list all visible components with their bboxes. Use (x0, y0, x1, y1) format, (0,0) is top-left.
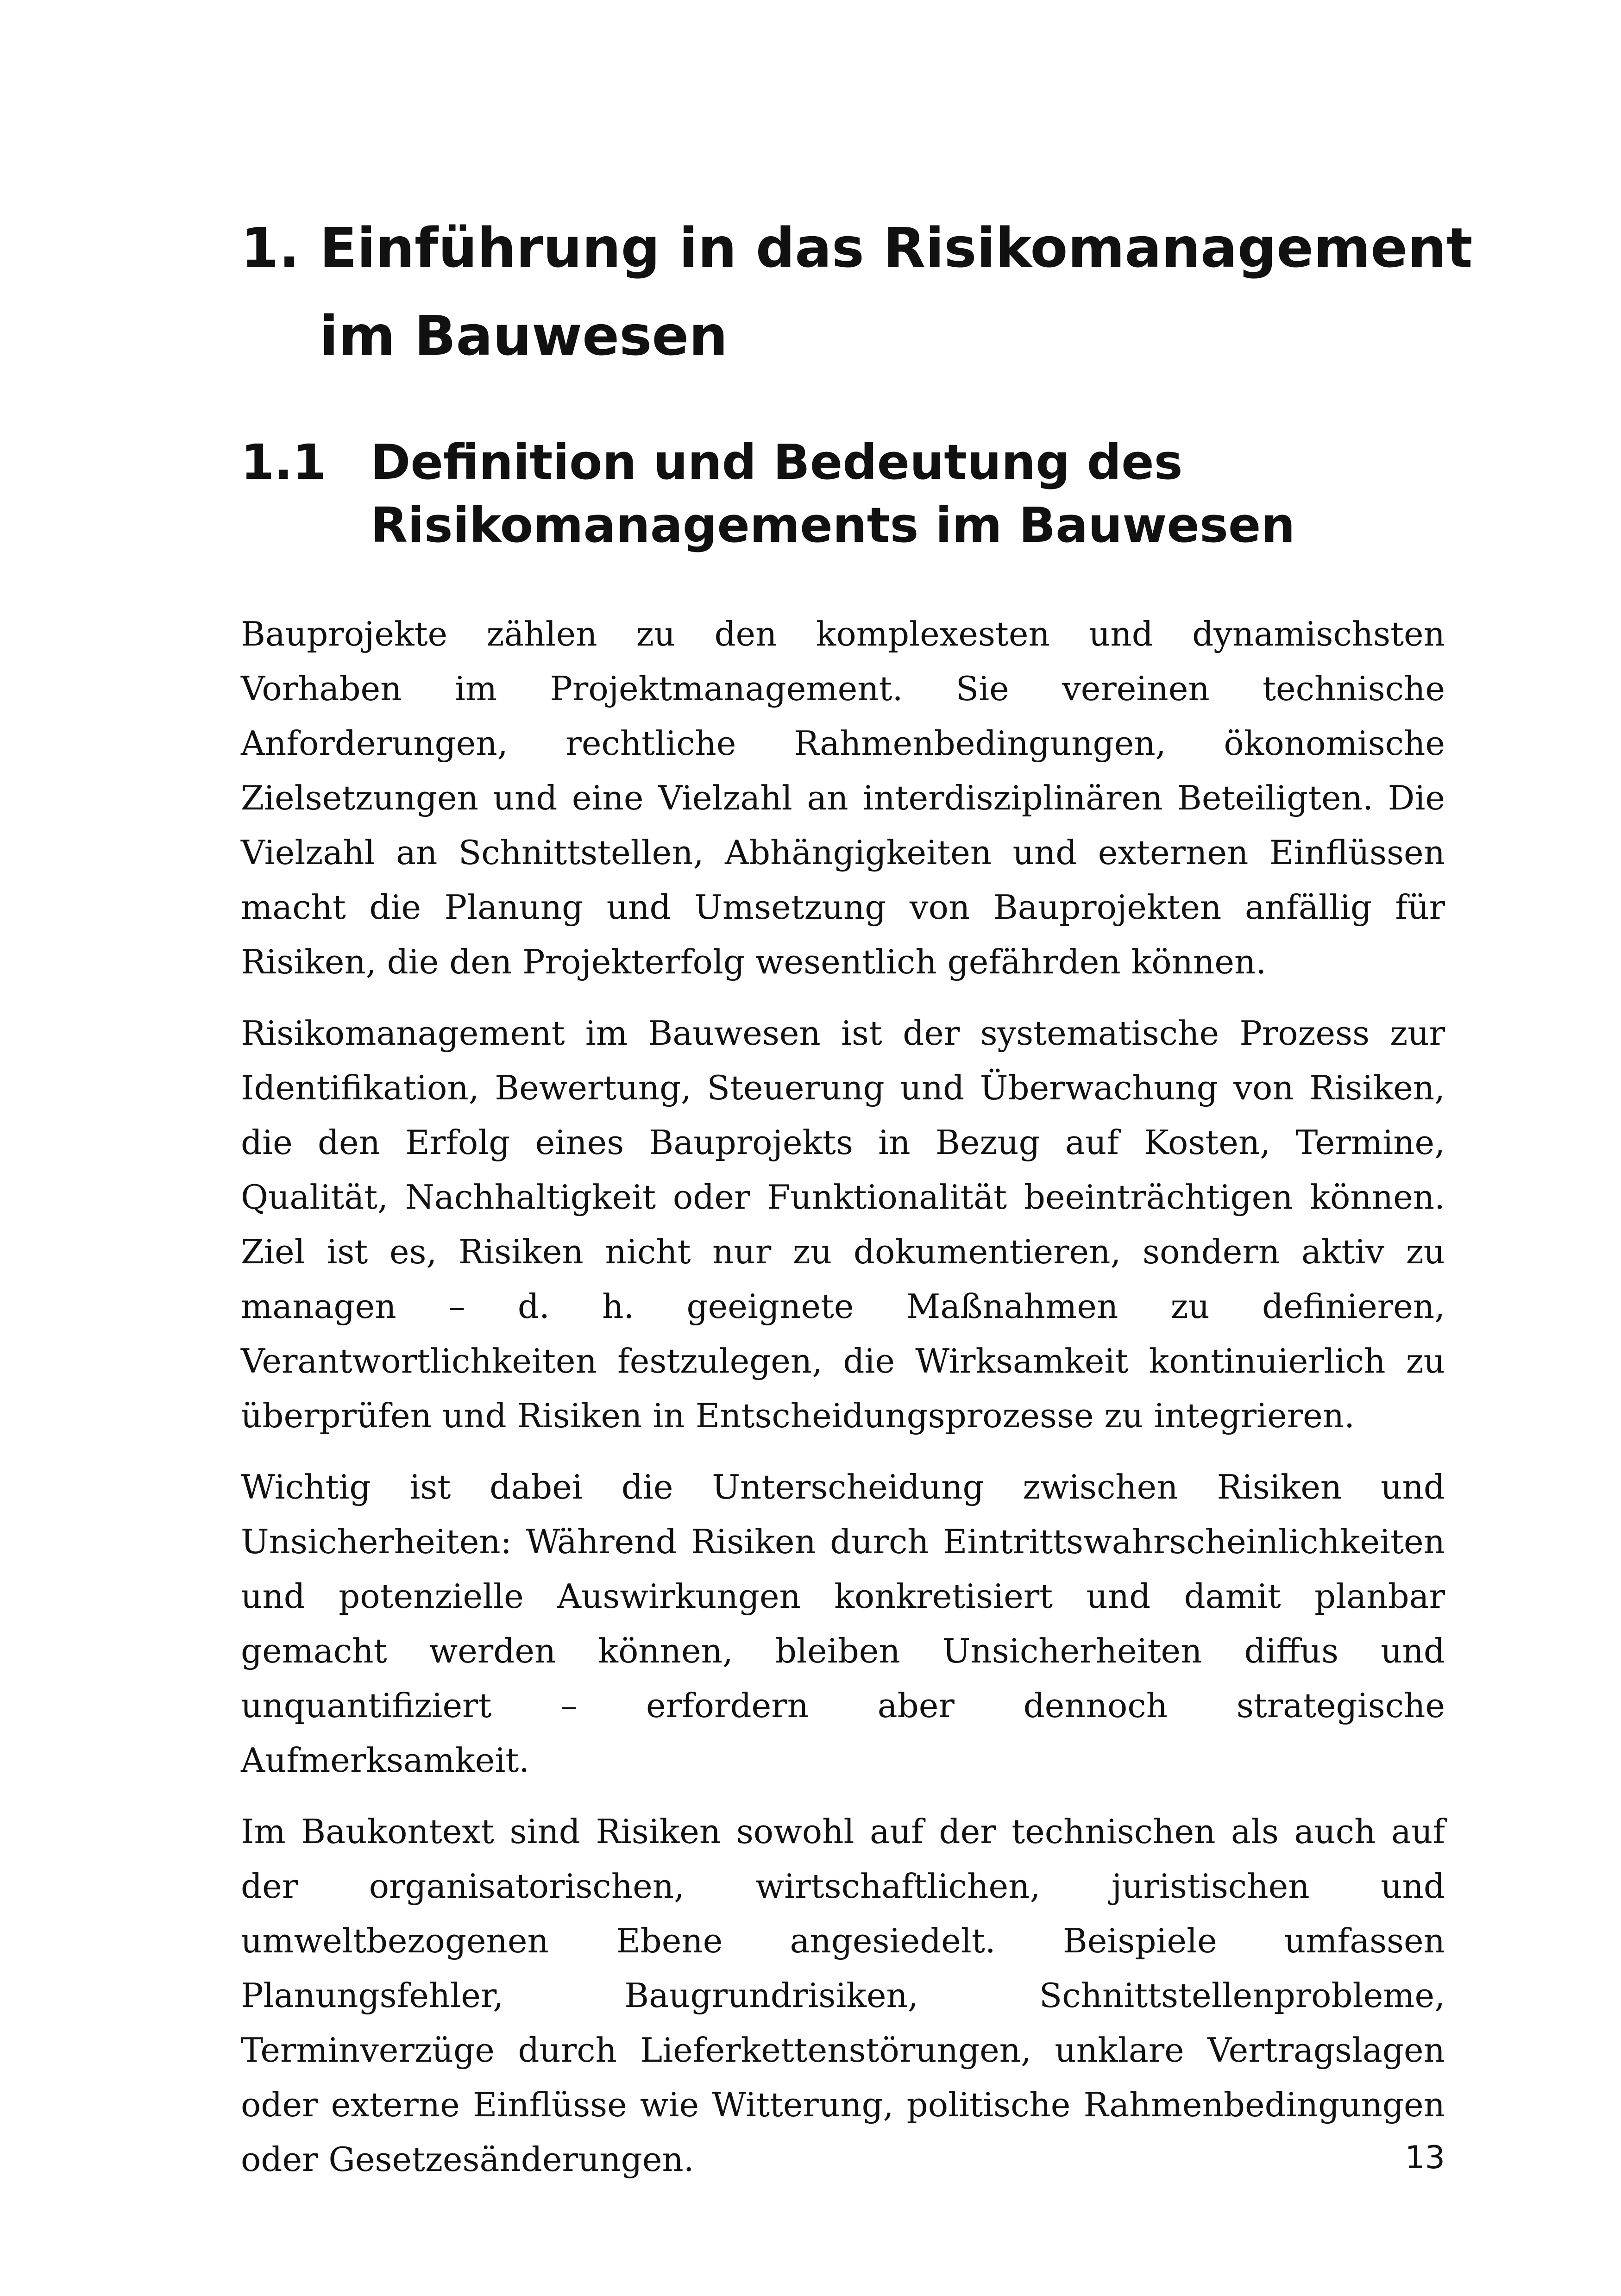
page-number: 13 (1405, 2139, 1445, 2176)
section-number: 1.1 (241, 434, 327, 490)
chapter-title-line2: im Bauwesen (320, 304, 728, 368)
paragraph-2: Risikomanagement im Bauwesen ist der systematische Prozess zur Identifikation, Bewertung, Steuerung und Überwachung von Risiken, die den Erfolg eines Bauprojekts in Bezug auf Kosten, Termine, Qualität, Nachhaltigkeit oder Funktionalität beeinträchtigen können. Ziel ist es, Risiken nicht nur zu dokumentieren, sondern aktiv zu managen – d. h. geeignete Maßnahmen zu definieren, Verantwortlichkeiten festzulegen, die Wirksamkeit kontinuierlich zu überprüfen und Risiken in Entscheidungsprozesse zu integrieren. (241, 1014, 1445, 1435)
paragraph-3: Wichtig ist dabei die Unterscheidung zwischen Risiken und Unsicherheiten: Während Risiken durch Eintrittswahrscheinlichkeiten und potenzielle Auswirkungen konkretisiert und damit planbar gemacht werden können, bleiben Unsicherheiten diffus und unquantifiziert – erfordern aber dennoch strategische Aufmerksamkeit. (241, 1468, 1445, 1780)
chapter-number: 1. (241, 216, 300, 280)
section-title-line2: Risikomanagements im Bauwesen (371, 497, 1295, 553)
section-title-line1: Definition und Bedeutung des (371, 434, 1183, 490)
paragraph-1: Bauprojekte zählen zu den komplexesten und dynamischsten Vorhaben im Projektmanagement. Sie vereinen technische Anforderungen, rechtliche Rahmenbedingungen, ökonomische Zielsetzungen und eine Vielzahl an interdisziplinären Beteiligten. Die Vielzahl an Schnittstellen, Abhängigkeiten und externen Einflüssen macht die Planung und Umsetzung von Bauprojekten anfällig für Risiken, die den Projekterfolg wesentlich gefährden können. (241, 615, 1445, 981)
section-heading (241, 431, 1491, 557)
chapter-title-line1: Einführung in das Risikomanagement (320, 216, 1473, 280)
body-text (241, 607, 1445, 2203)
paragraph-4: Im Baukontext sind Risiken sowohl auf der technischen als auch auf der organisatorischen, wirtschaftlichen, juristischen und umweltbezogenen Ebene angesiedelt. Beispiele umfassen Planungsfehler, Baugrundrisiken, Schnittstellenprobleme, Terminverzüge durch Lieferkettenstörungen, unklare Vertragslagen oder externe Einflüsse wie Witterung, politische Rahmenbedingungen oder Gesetzesänderungen. (241, 1812, 1445, 2179)
chapter-heading (241, 204, 1491, 380)
